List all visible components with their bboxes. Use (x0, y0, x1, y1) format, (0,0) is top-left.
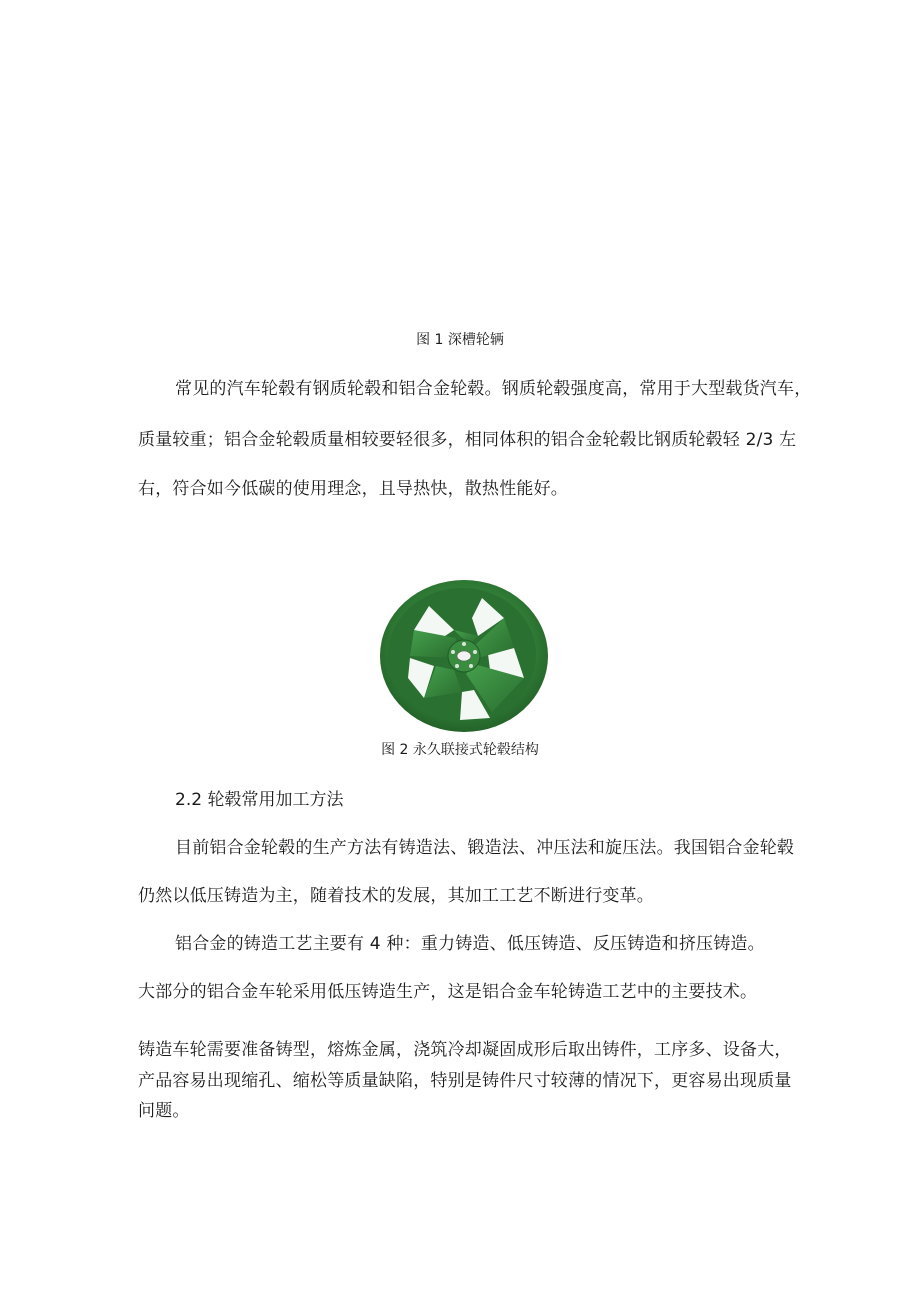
paragraph-2-line-1: 目前铝合金轮毂的生产方法有铸造法、锻造法、冲压法和旋压法。我国铝合金轮毂 (175, 838, 795, 858)
paragraph-4-line-3: 问题。 (138, 1101, 190, 1121)
paragraph-4-line-1: 铸造车轮需要准备铸型，熔炼金属，浇筑冷却凝固成形后取出铸件，工序多、设备大， (138, 1040, 792, 1060)
figure-2-caption: 图 2 永久联接式轮毂结构 (381, 742, 539, 758)
paragraph-3-line-2: 大部分的铝合金车轮采用低压铸造生产，这是铝合金车轮铸造工艺中的主要技术。 (138, 982, 758, 1002)
figure-1-caption: 图 1 深槽轮辆 (416, 332, 504, 348)
wheel-center-cap (457, 651, 471, 661)
paragraph-3-line-1: 铝合金的铸造工艺主要有 4 种：重力铸造、低压铸造、反压铸造和挤压铸造。 (175, 934, 765, 954)
alloy-wheel-image (374, 578, 554, 734)
paragraph-4-line-2: 产品容易出现缩孔、缩松等质量缺陷，特别是铸件尺寸较薄的情况下，更容易出现质量 (138, 1071, 792, 1091)
section-heading: 2.2 轮毂常用加工方法 (175, 790, 344, 810)
paragraph-2-line-2: 仍然以低压铸造为主，随着技术的发展，其加工工艺不断进行变革。 (138, 886, 654, 906)
paragraph-1-line-2: 质量较重；铝合金轮毂质量相较要轻很多，相同体积的铝合金轮毂比钢质轮毂轻 2/3 左 (138, 430, 797, 450)
paragraph-1-line-3: 右，符合如今低碳的使用理念，且导热快，散热性能好。 (138, 479, 568, 499)
paragraph-1-line-1: 常见的汽车轮毂有钢质轮毂和铝合金轮毂。钢质轮毂强度高，常用于大型载货汽车， (175, 379, 812, 399)
